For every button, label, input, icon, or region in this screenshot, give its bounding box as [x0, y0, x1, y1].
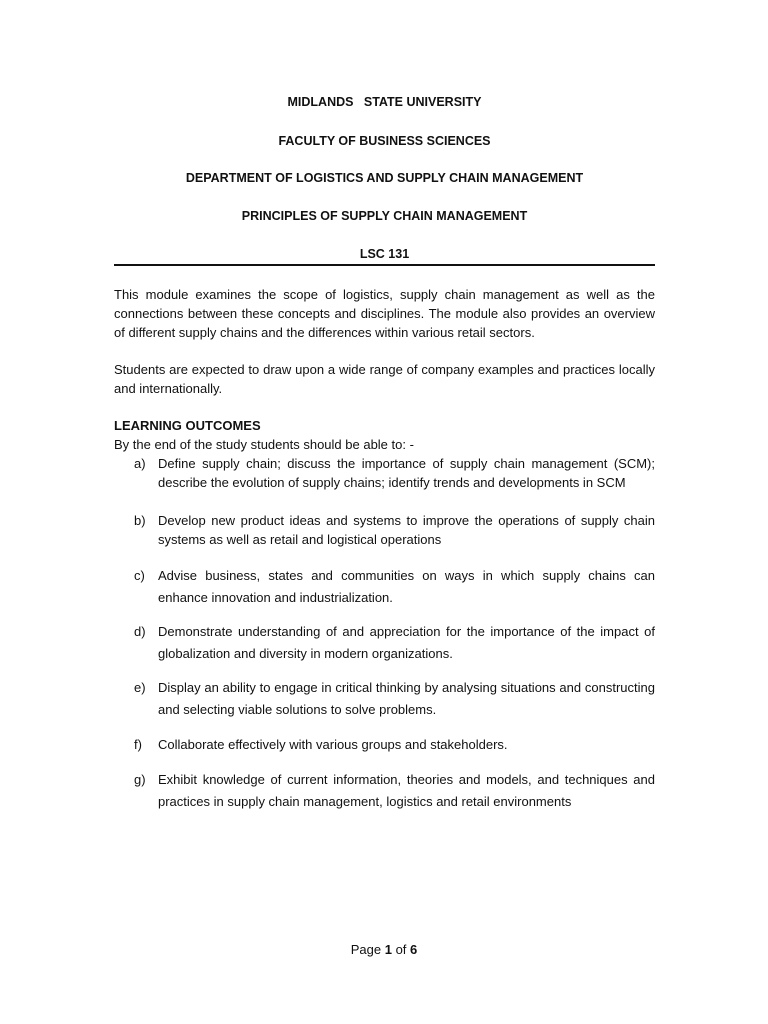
outcome-text: Define supply chain; discuss the importance of supply chain management (SCM); describe the evolution of supply chains; identify trends and developments in SCM	[158, 456, 655, 490]
outcome-text: Display an ability to engage in critical thinking by analysing situations and constructing and selecting viable solutions to solve problems.	[158, 680, 655, 717]
outcome-item-e	[134, 677, 655, 721]
faculty-name: FACULTY OF BUSINESS SCIENCES	[278, 134, 491, 148]
outcome-marker: c)	[134, 568, 145, 583]
outcome-marker: a)	[134, 456, 146, 471]
module-description: This module examines the scope of logistics, supply chain management as well as the connections between these concepts and disciplines. The module also provides an overview of different supply chains and the differences within various retail sectors.	[114, 287, 655, 340]
learning-outcomes-intro: By the end of the study students should be able to: -	[114, 437, 414, 452]
students-expectation: Students are expected to draw upon a wide range of company examples and practices locally and internationally.	[114, 362, 655, 396]
outcome-item-f	[134, 734, 655, 756]
outcome-marker: d)	[134, 624, 146, 639]
outcome-marker: g)	[134, 772, 146, 787]
department-name: DEPARTMENT OF LOGISTICS AND SUPPLY CHAIN MANAGEMENT	[185, 171, 584, 185]
outcome-text: Demonstrate understanding of and appreciation for the importance of the impact of globalization and diversity in modern organizations.	[158, 624, 655, 661]
learning-outcomes-title: LEARNING OUTCOMES	[114, 418, 261, 433]
header-divider	[114, 264, 655, 266]
page-current: 1	[384, 942, 392, 957]
outcome-text: Develop new product ideas and systems to improve the operations of supply chain systems as well as retail and logistical operations	[158, 513, 655, 547]
course-code: LSC 131	[359, 247, 410, 261]
outcome-text: Collaborate effectively with various groups and stakeholders.	[158, 737, 508, 752]
outcome-item-d	[134, 621, 655, 665]
page-total: 6	[410, 942, 418, 957]
outcome-text: Exhibit knowledge of current information, theories and models, and techniques and practices in supply chain management, logistics and retail environments	[158, 772, 655, 809]
outcome-marker: e)	[134, 680, 146, 695]
university-name: MIDLANDS STATE UNIVERSITY	[287, 95, 482, 109]
outcome-item-a	[134, 454, 655, 492]
outcome-item-b	[134, 511, 655, 549]
page-of: of	[395, 942, 407, 957]
outcome-item-g	[134, 769, 655, 813]
outcome-marker: f)	[134, 737, 142, 752]
course-title: PRINCIPLES OF SUPPLY CHAIN MANAGEMENT	[241, 209, 528, 223]
outcome-marker: b)	[134, 513, 146, 528]
page-number	[0, 942, 768, 957]
page-label: Page	[350, 942, 382, 957]
outcome-text: Advise business, states and communities on ways in which supply chains can enhance innovation and industrialization.	[158, 568, 655, 605]
outcome-item-c	[134, 565, 655, 609]
